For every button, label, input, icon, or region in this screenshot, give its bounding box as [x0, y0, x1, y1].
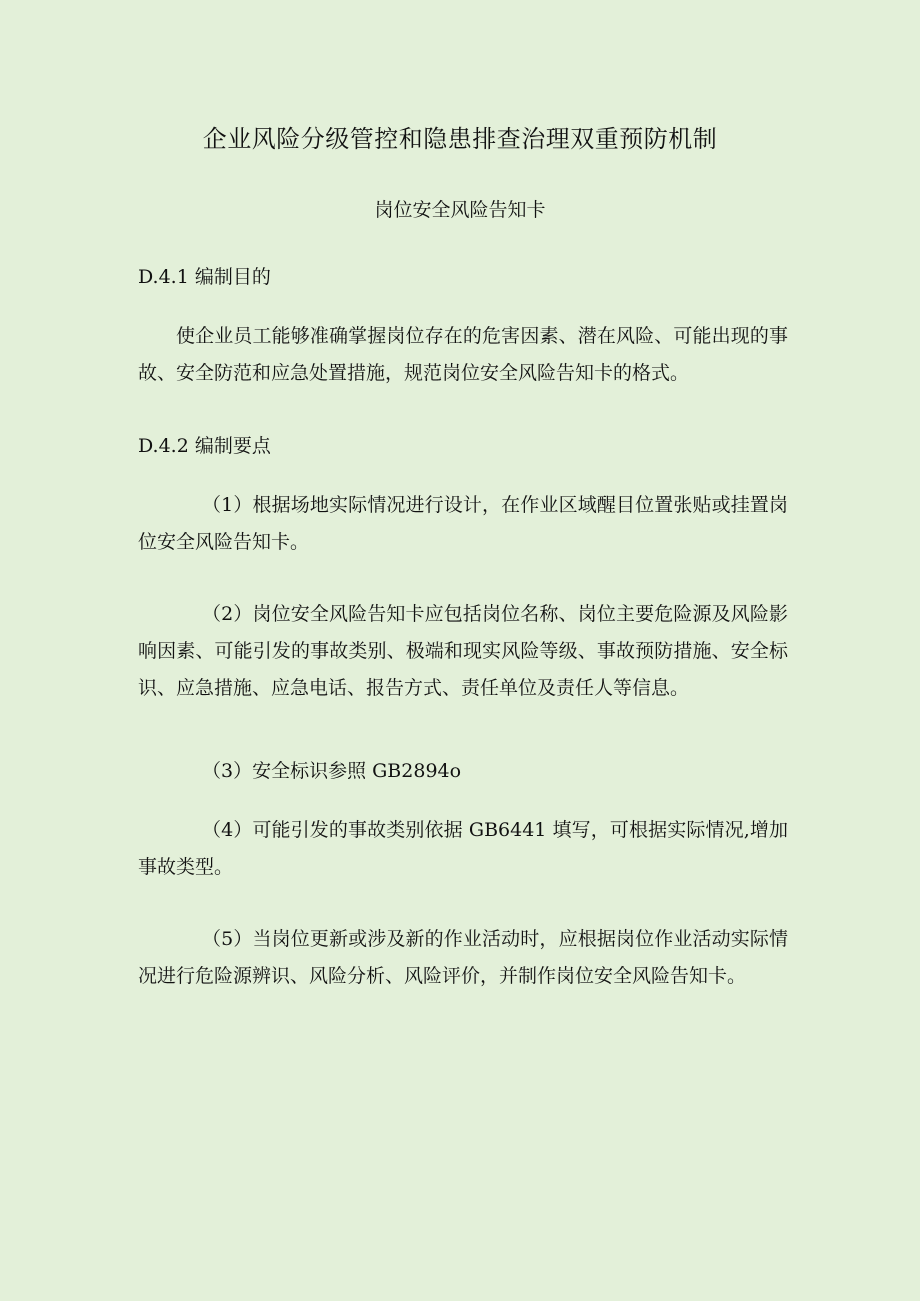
key-point-3: （3）安全标识参照 GB2894o	[202, 760, 462, 782]
key-point-1: （1）根据场地实际情况进行设计，在作业区域醒目位置张贴或挂置岗位安全风险告知卡。	[138, 494, 788, 553]
paragraph-purpose: 使企业员工能够准确掌握岗位存在的危害因素、潜在风险、可能出现的事故、安全防范和应急处置措施，规范岗位安全风险告知卡的格式。	[138, 325, 788, 384]
section-heading-purpose: D.4.1 编制目的	[138, 266, 271, 288]
section-heading-key-points: D.4.2 编制要点	[138, 435, 271, 457]
key-point-2: （2）岗位安全风险告知卡应包括岗位名称、岗位主要危险源及风险影响因素、可能引发的事故类别、极端和现实风险等级、事故预防措施、安全标识、应急措施、应急电话、报告方式、责任单位及责任人等信息。	[138, 603, 788, 699]
key-point-4: （4）可能引发的事故类别依据 GB6441 填写，可根据实际情况,增加事故类型。	[138, 819, 788, 878]
document-subtitle: 岗位安全风险告知卡	[374, 199, 546, 221]
document-title: 企业风险分级管控和隐患排查治理双重预防机制	[202, 125, 718, 153]
key-point-5: （5）当岗位更新或涉及新的作业活动时，应根据岗位作业活动实际情况进行危险源辨识、风险分析、风险评价，并制作岗位安全风险告知卡。	[138, 928, 788, 987]
